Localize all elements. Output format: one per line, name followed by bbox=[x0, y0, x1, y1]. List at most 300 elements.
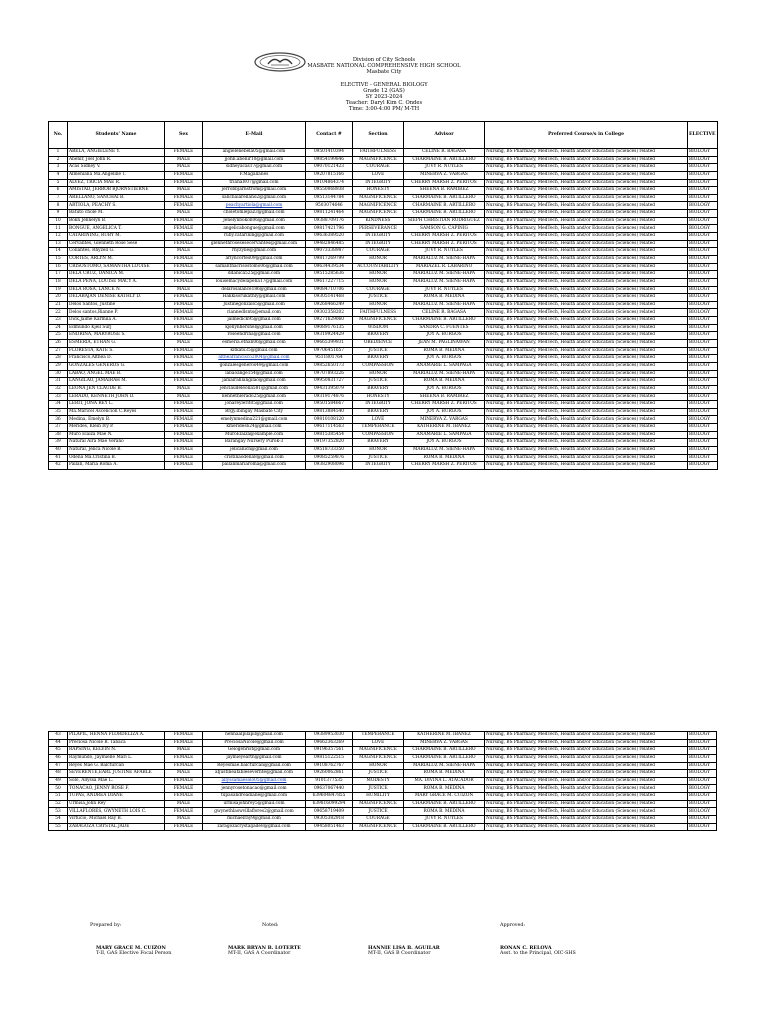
student-email: esmeria.ethan06@gmail.com bbox=[203, 340, 306, 348]
student-name: Natural Aira Mae Verano bbox=[68, 439, 165, 447]
elective-subject: BIOLOGY bbox=[688, 732, 717, 740]
elective-subject: BIOLOGY bbox=[688, 393, 718, 401]
student-number: 32 bbox=[49, 385, 68, 393]
student-email: roseendrina@gmail.com bbox=[203, 332, 306, 340]
col-header-name: Students' Name bbox=[68, 122, 165, 149]
student-email: urmisajohnrey5@gmail.com bbox=[203, 800, 306, 808]
table-row bbox=[49, 439, 718, 447]
student-section: JUSTICE bbox=[353, 454, 404, 462]
student-section: HONOR bbox=[353, 370, 404, 378]
table-row bbox=[49, 454, 718, 462]
preferred-course: Nursing, BS Pharmacy, MedTech, Health and/or Education (Sciences) related bbox=[485, 424, 688, 432]
student-section: KINDNESS bbox=[353, 217, 404, 225]
student-email: angielenebela05@gmail.com bbox=[203, 149, 306, 157]
division-name: Division of City Schools bbox=[352, 57, 416, 63]
student-advisor: ROMA B. MEDINA bbox=[404, 294, 485, 302]
student-contact: 9503074646 bbox=[306, 202, 353, 210]
elective-subject: BIOLOGY bbox=[688, 424, 718, 432]
table-row bbox=[49, 446, 718, 454]
student-sex: FEMALE bbox=[165, 217, 203, 225]
preferred-course: Nursing, BS Pharmacy, MedTech, Health and/or Education (Sciences) related bbox=[485, 233, 688, 241]
preferred-course: Nursing, BS Pharmacy, MedTech, Health and/or Education (Sciences) related bbox=[485, 217, 688, 225]
student-contact: 09070121423 bbox=[306, 164, 353, 172]
elective-subject: BIOLOGY bbox=[688, 233, 718, 241]
prepared-by-label: Prepared by: bbox=[90, 923, 122, 928]
student-section: BRAVERY bbox=[353, 408, 404, 416]
student-sex: FEMALE bbox=[165, 202, 203, 210]
preferred-course: Nursing, BS Pharmacy, MedTech, Health and/or Education (Sciences) related bbox=[485, 416, 688, 424]
elective-subject: BIOLOGY bbox=[688, 187, 718, 195]
student-sex: FEMALE bbox=[165, 732, 203, 740]
student-number: 7 bbox=[49, 194, 68, 202]
student-contact: 09458051463 bbox=[306, 823, 353, 831]
student-number: 27 bbox=[49, 347, 68, 355]
student-advisor: JOY A. BURGOS bbox=[404, 355, 485, 363]
student-section: JUSTICE bbox=[353, 808, 404, 816]
student-sex: MALE bbox=[165, 747, 203, 755]
preferred-course: Nursing, BS Pharmacy, MedTech, Health and/or Education (Sciences) related bbox=[485, 171, 688, 179]
student-number: 33 bbox=[49, 393, 68, 401]
col-header-sex: Sex bbox=[165, 122, 203, 149]
student-name: Bokn Jennelyn B. bbox=[68, 217, 165, 225]
student-email: jamairahlangilao@gmail.com bbox=[203, 378, 306, 386]
student-number: 13 bbox=[49, 240, 68, 248]
student-sex: FEMALE bbox=[165, 378, 203, 386]
student-advisor: SIEPH CHRISTIAN RODRIGUEZ bbox=[404, 217, 485, 225]
student-advisor: SHEENA B. RAMIREZ bbox=[404, 187, 485, 195]
student-number: 18 bbox=[49, 278, 68, 286]
student-section: COMPASSION bbox=[353, 431, 404, 439]
student-sex: FEMALE bbox=[165, 362, 203, 370]
student-sex: FEMALE bbox=[165, 194, 203, 202]
student-sex: FEMALE bbox=[165, 255, 203, 263]
elective-subject: BIOLOGY bbox=[688, 362, 718, 370]
teacher-name: Teacher: Daryl Kim C. Ondes bbox=[345, 100, 423, 106]
student-sex: FEMALE bbox=[165, 347, 203, 355]
student-contact: 09634439534 bbox=[306, 263, 353, 271]
student-contact: 09658719409 bbox=[306, 808, 353, 816]
elective-subject: BIOLOGY bbox=[688, 332, 718, 340]
student-advisor: CHARMAINE B. ARTILLERO bbox=[404, 747, 485, 755]
student-name: LERIT, JONA REY L. bbox=[68, 401, 165, 409]
preferred-course: Nursing, BS Pharmacy, MedTech, Health and/or Education (Sciences) related bbox=[485, 271, 688, 279]
preferred-course: Nursing, BS Pharmacy, MedTech, Health and/or Education (Sciences) related bbox=[485, 754, 688, 762]
student-number: 39 bbox=[49, 439, 68, 447]
elective-subject: BIOLOGY bbox=[688, 240, 718, 248]
table-row bbox=[49, 816, 717, 824]
signatory-name: MARK BRYAN B. LOTERTE bbox=[228, 945, 301, 951]
student-sex: MALE bbox=[165, 156, 203, 164]
student-number: 6 bbox=[49, 187, 68, 195]
student-name: LERADO, KENNETH JOHN D. bbox=[68, 393, 165, 401]
student-section: ACCOUNTABILITY bbox=[353, 263, 404, 271]
student-contact: 09811241464 bbox=[306, 210, 353, 218]
student-section: HONOR bbox=[353, 301, 404, 309]
student-number: 22 bbox=[49, 309, 68, 317]
student-advisor: MARIALUZ M. SIENE-HAPA bbox=[404, 278, 485, 286]
student-name: Abenir, Joel John R. bbox=[68, 156, 165, 164]
student-name: DELA CRUZ, DANICA M. bbox=[68, 271, 165, 279]
student-name: ZARAGOZA CRYSTAL JADE bbox=[68, 823, 165, 831]
student-name: BONGUE, ANGELICA T. bbox=[68, 225, 165, 233]
student-number: 15 bbox=[49, 255, 68, 263]
table-row bbox=[49, 317, 718, 325]
student-contact: 09815122515 bbox=[306, 754, 353, 762]
student-email: labaoange154@gmail.com bbox=[203, 370, 306, 378]
student-roster-table-continued bbox=[48, 731, 717, 831]
student-number: 50 bbox=[49, 785, 68, 793]
school-year: SY 2023-2024 bbox=[365, 94, 403, 100]
student-number: 35 bbox=[49, 408, 68, 416]
student-number: 54 bbox=[49, 816, 68, 824]
student-email: gonzalesgeneros49@gmail.com bbox=[203, 362, 306, 370]
table-row bbox=[49, 362, 718, 370]
preferred-course: Nursing, BS Pharmacy, MedTech, Health and/or Education (Sciences) related bbox=[485, 393, 688, 401]
elective-subject: BIOLOGY bbox=[688, 370, 718, 378]
student-sex: FEMALE bbox=[165, 777, 203, 785]
student-number: 12 bbox=[49, 233, 68, 241]
student-contact: 09196357561 bbox=[306, 747, 353, 755]
school-city: Masbate City bbox=[366, 69, 402, 75]
student-number: 11 bbox=[49, 225, 68, 233]
elective-subject: BIOLOGY bbox=[688, 340, 718, 348]
student-advisor: MINERVA Z. VARGAS bbox=[404, 171, 485, 179]
table-row bbox=[49, 800, 717, 808]
col-header-course: Preferred Course/s in College bbox=[485, 122, 688, 149]
preferred-course: Nursing, BS Pharmacy, MedTech, Health and/or Education (Sciences) related bbox=[485, 446, 688, 454]
student-section: HONOR bbox=[353, 446, 404, 454]
elective-subject: BIOLOGY bbox=[688, 785, 717, 793]
signatory-3 bbox=[368, 945, 440, 957]
elective-subject: BIOLOGY bbox=[688, 255, 718, 263]
student-sex: FEMALE bbox=[165, 462, 203, 470]
student-sex: FEMALE bbox=[165, 416, 203, 424]
preferred-course: Nursing, BS Pharmacy, MedTech, Health and/or Education (Sciences) related bbox=[485, 785, 688, 793]
elective-subject: BIOLOGY bbox=[688, 754, 717, 762]
student-number: 25 bbox=[49, 332, 68, 340]
preferred-course: Nursing, BS Pharmacy, MedTech, Health and/or Education (Sciences) related bbox=[485, 823, 688, 831]
student-section: MAGNIFICENCE bbox=[353, 210, 404, 218]
student-email: F.Magallanes bbox=[203, 171, 306, 179]
student-advisor: CHERRY MARSH Z. PERITOS bbox=[404, 401, 485, 409]
table-row bbox=[49, 210, 718, 218]
email-link[interactable]: allyssamaesolo05@gmail.com bbox=[221, 777, 287, 783]
student-number: 48 bbox=[49, 770, 68, 778]
student-sex: FEMALE bbox=[165, 401, 203, 409]
student-section: INTEGRITY bbox=[353, 462, 404, 470]
student-name: GONZALES GENEROS G. bbox=[68, 362, 165, 370]
table-row bbox=[49, 431, 718, 439]
elective-subject: BIOLOGY bbox=[688, 271, 718, 279]
preferred-course: Nursing, BS Pharmacy, MedTech, Health and/or Education (Sciences) related bbox=[485, 378, 688, 386]
student-advisor: CHARMAINE B. ARTILLERO bbox=[404, 156, 485, 164]
student-email: jennyrosetonacao@gmail.com bbox=[203, 785, 306, 793]
student-contact: 9101377535 bbox=[306, 777, 353, 785]
student-contact: 09431395079 bbox=[306, 385, 353, 393]
preferred-course: Nursing, BS Pharmacy, MedTech, Health and/or Education (Sciences) related bbox=[485, 225, 688, 233]
preferred-course: Nursing, BS Pharmacy, MedTech, Health and/or Education (Sciences) related bbox=[485, 309, 688, 317]
table-row bbox=[49, 408, 718, 416]
student-contact: 09271629060 bbox=[306, 317, 353, 325]
student-contact: 09810108120 bbox=[306, 416, 353, 424]
student-advisor: CHERRY MARSH Z. PERITOS bbox=[404, 179, 485, 187]
student-name: LEONA JEN CLAUDE B. bbox=[68, 385, 165, 393]
student-name: DELA PEÑA, LOUISE MACY A. bbox=[68, 278, 165, 286]
student-email: sanchaiarellano2@gmail.com bbox=[203, 194, 306, 202]
student-section: HONOR bbox=[353, 255, 404, 263]
elective-subject: BIOLOGY bbox=[688, 309, 718, 317]
table-row bbox=[49, 754, 717, 762]
elective-subject: BIOLOGY bbox=[688, 416, 718, 424]
student-sex: FEMALE bbox=[165, 355, 203, 363]
student-sex: MALE bbox=[165, 248, 203, 256]
student-section: HONESTY bbox=[353, 187, 404, 195]
student-sex: FEMALE bbox=[165, 370, 203, 378]
student-contact: 09197352820 bbox=[306, 439, 353, 447]
elective-subject: BIOLOGY bbox=[688, 777, 717, 785]
student-advisor: JUVY R. NUYLES bbox=[404, 164, 485, 172]
student-email: Barangay Nursery Purok-3 bbox=[203, 439, 306, 447]
student-advisor: CHARMAINE B. ARTILLERO bbox=[404, 210, 485, 218]
student-number: 21 bbox=[49, 301, 68, 309]
student-contact: 09515285636 bbox=[306, 271, 353, 279]
student-number: 43 bbox=[49, 732, 68, 740]
preferred-course: Nursing, BS Pharmacy, MedTech, Health and/or Education (Sciences) related bbox=[485, 732, 688, 740]
preferred-course: Nursing, BS Pharmacy, MedTech, Health and/or Education (Sciences) related bbox=[485, 439, 688, 447]
student-sex: FEMALE bbox=[165, 301, 203, 309]
preferred-course: Nursing, BS Pharmacy, MedTech, Health and/or Education (Sciences) related bbox=[485, 362, 688, 370]
student-sex: MALE bbox=[165, 385, 203, 393]
student-number: 23 bbox=[49, 317, 68, 325]
student-name: Odena Ma.Cristina B. bbox=[68, 454, 165, 462]
student-email: cristinaodena8@gmail.com bbox=[203, 454, 306, 462]
student-sex: FEMALE bbox=[165, 446, 203, 454]
elective-subject: BIOLOGY bbox=[688, 225, 718, 233]
student-name: ENDRINA, MARYROSE S. bbox=[68, 332, 165, 340]
student-number: 36 bbox=[49, 416, 68, 424]
student-sex: FEMALE bbox=[165, 454, 203, 462]
student-email: hennaalpilapil@gmail.com bbox=[203, 732, 306, 740]
student-advisor: CHARMAINE B. ARTILLERO bbox=[404, 202, 485, 210]
preferred-course: Nursing, BS Pharmacy, MedTech, Health and/or Education (Sciences) related bbox=[485, 187, 688, 195]
student-advisor: ROMA B. MEDINA bbox=[404, 347, 485, 355]
table-row bbox=[49, 179, 718, 187]
col-header-advisor: Advisor bbox=[404, 122, 485, 149]
student-name: ESMERIA, ETHAN G. bbox=[68, 340, 165, 348]
preferred-course: Nursing, BS Pharmacy, MedTech, Health and/or Education (Sciences) related bbox=[485, 301, 688, 309]
student-number: 52 bbox=[49, 800, 68, 808]
student-sex: FEMALE bbox=[165, 294, 203, 302]
student-email: sidneyacas17@gmail.com bbox=[203, 164, 306, 172]
elective-subject: BIOLOGY bbox=[688, 194, 718, 202]
student-email bbox=[203, 777, 306, 785]
student-sex: MALE bbox=[165, 340, 203, 348]
student-section: OBEDIENCE bbox=[353, 340, 404, 348]
student-section: TEMPERANCE bbox=[353, 424, 404, 432]
student-advisor: ANAMARIE L. SAMPAGA bbox=[404, 431, 485, 439]
student-sex: MALE bbox=[165, 800, 203, 808]
elective-subject: BIOLOGY bbox=[688, 770, 717, 778]
student-section: MAGNIFICENCE bbox=[353, 194, 404, 202]
student-name: Francisco,Althea D. bbox=[68, 355, 165, 363]
preferred-course: Nursing, BS Pharmacy, MedTech, Health and/or Education (Sciences) related bbox=[485, 332, 688, 340]
student-contact: 09305141468 bbox=[306, 294, 353, 302]
col-header-contact: Contact # bbox=[306, 122, 353, 149]
student-email: Reyesmae.balcturcan@gmail.com bbox=[203, 762, 306, 770]
student-contact: 09084710706 bbox=[306, 286, 353, 294]
signatory-4 bbox=[500, 945, 576, 957]
student-email: Jenelynbokon06@gmail.com bbox=[203, 217, 306, 225]
student-sex: MALE bbox=[165, 286, 203, 294]
student-advisor: SAMSON G. CAPINIG bbox=[404, 225, 485, 233]
student-advisor: CHARMAINE B. ARTILLERO bbox=[404, 754, 485, 762]
table-row bbox=[49, 823, 717, 831]
col-header-elective: ELECTIVE bbox=[688, 122, 718, 149]
student-contact: 09637067440 bbox=[306, 785, 353, 793]
student-email bbox=[203, 202, 306, 210]
student-section: MAGNIFICENCE bbox=[353, 747, 404, 755]
student-contact: 09501410394 bbox=[306, 149, 353, 157]
student-sex: MALE bbox=[165, 816, 203, 824]
elective-subject: BIOLOGY bbox=[688, 454, 718, 462]
preferred-course: Nursing, BS Pharmacy, MedTech, Health and/or Education (Sciences) related bbox=[485, 355, 688, 363]
student-sex: FEMALE bbox=[165, 179, 203, 187]
table-row bbox=[49, 263, 718, 271]
student-sex: FEMALE bbox=[165, 271, 203, 279]
student-section: COURAGE bbox=[353, 164, 404, 172]
student-number: 45 bbox=[49, 747, 68, 755]
student-number: 51 bbox=[49, 793, 68, 801]
student-email: riannedlsnts@email.com bbox=[203, 309, 306, 317]
table-row bbox=[49, 187, 718, 195]
student-advisor: ROMA B. MEDINA bbox=[404, 770, 485, 778]
student-name: PILAPIL, HENNA FLORDELIZA A. bbox=[68, 732, 165, 740]
student-name: Preciosa Nicole B. Tabaca bbox=[68, 739, 165, 747]
student-sex: FEMALE bbox=[165, 324, 203, 332]
table-row bbox=[49, 294, 718, 302]
table-row bbox=[49, 301, 718, 309]
table-row bbox=[49, 248, 718, 256]
student-sex: FEMALE bbox=[165, 439, 203, 447]
student-advisor: JOY A. BURGOS bbox=[404, 385, 485, 393]
student-number: 4 bbox=[49, 171, 68, 179]
student-name: Natural, Jelica Nicole B. bbox=[68, 446, 165, 454]
signatory-name: MARY GRACE M. CUIZON bbox=[96, 945, 166, 951]
signatory-name: RONAN C. RELOVA bbox=[500, 945, 552, 951]
student-advisor: KATHERINE M. IBAÑEZ bbox=[404, 732, 485, 740]
elective-subject: BIOLOGY bbox=[688, 171, 718, 179]
elective-subject: BIOLOGY bbox=[688, 156, 718, 164]
preferred-course: Nursing, BS Pharmacy, MedTech, Health and/or Education (Sciences) related bbox=[485, 762, 688, 770]
school-name: MASBATE NATIONAL COMPREHENSIVE HIGH SCHOOL bbox=[307, 63, 461, 69]
student-section: JUSTICE bbox=[353, 294, 404, 302]
student-advisor: CELINE R. BAGASA bbox=[404, 149, 485, 157]
student-email: pallanmariaroma@gmail.com bbox=[203, 462, 306, 470]
table-row bbox=[49, 355, 718, 363]
student-sex: FEMALE bbox=[165, 424, 203, 432]
elective-subject: BIOLOGY bbox=[688, 446, 718, 454]
student-section: HUMILITY bbox=[353, 793, 404, 801]
student-name: Acas Sidney V. bbox=[68, 164, 165, 172]
table-row bbox=[49, 770, 717, 778]
table-row bbox=[49, 378, 718, 386]
student-section: LOVE bbox=[353, 739, 404, 747]
table-row bbox=[49, 762, 717, 770]
signatory-role: T-II, GAS Elective Focal Person bbox=[96, 951, 172, 956]
table-row bbox=[49, 255, 718, 263]
student-sex: MALE bbox=[165, 770, 203, 778]
student-name: FLORESTA, KATE S. bbox=[68, 347, 165, 355]
student-name: Edmundo Kjell Surj bbox=[68, 324, 165, 332]
student-sex: FEMALE bbox=[165, 263, 203, 271]
table-row bbox=[49, 347, 718, 355]
student-number: 28 bbox=[49, 355, 68, 363]
student-name: Pallan, Maria Roma A. bbox=[68, 462, 165, 470]
student-email: rhyzylle@gmail.com bbox=[203, 248, 306, 256]
student-section: MODESTY bbox=[353, 777, 404, 785]
student-name: ARTIOLA, PEACHY S. bbox=[68, 202, 165, 210]
student-number: 42 bbox=[49, 462, 68, 470]
student-contact: 639604847855 bbox=[306, 793, 353, 801]
student-number: 41 bbox=[49, 454, 68, 462]
student-advisor: JEAN M. PAGLINAWAN bbox=[404, 340, 485, 348]
student-name: Almeniana Ma.Angeline T. bbox=[68, 171, 165, 179]
student-name: Delos santos,Rianne P. bbox=[68, 309, 165, 317]
student-section: MAGNIFICENCE bbox=[353, 823, 404, 831]
student-name: ARELLANO, SANCHAI B. bbox=[68, 194, 165, 202]
elective-subject: BIOLOGY bbox=[688, 762, 717, 770]
preferred-course: Nursing, BS Pharmacy, MedTech, Health and/or Education (Sciences) related bbox=[485, 317, 688, 325]
student-name: Cervantes, Glenneth Rose Sese bbox=[68, 240, 165, 248]
student-number: 14 bbox=[49, 248, 68, 256]
email-link[interactable]: peachyartiola@gmail.com bbox=[225, 202, 283, 208]
student-sex: FEMALE bbox=[165, 823, 203, 831]
preferred-course: Nursing, BS Pharmacy, MedTech, Health and/or Education (Sciences) related bbox=[485, 408, 688, 416]
student-contact: 09513144784 bbox=[306, 194, 353, 202]
elective-subject: BIOLOGY bbox=[688, 747, 717, 755]
student-sex: FEMALE bbox=[165, 431, 203, 439]
student-number: 9 bbox=[49, 210, 68, 218]
student-email bbox=[203, 355, 306, 363]
student-advisor: CELINE R. BAGASA bbox=[404, 309, 485, 317]
approved-label: Approved: bbox=[500, 923, 526, 928]
student-email: samanthacrisostomo06@gmail.com bbox=[203, 263, 306, 271]
table-row bbox=[49, 401, 718, 409]
preferred-course: Nursing, BS Pharmacy, MedTech, Health and/or Education (Sciences) related bbox=[485, 286, 688, 294]
student-number: 53 bbox=[49, 808, 68, 816]
preferred-course: Nursing, BS Pharmacy, MedTech, Health and/or Education (Sciences) related bbox=[485, 278, 688, 286]
col-header-no: No. bbox=[49, 122, 68, 149]
student-advisor: ROMA B. MEDINA bbox=[404, 808, 485, 816]
student-advisor: ROMA B. MEDINA bbox=[404, 378, 485, 386]
student-sex: FEMALE bbox=[165, 149, 203, 157]
student-sex: FEMALE bbox=[165, 317, 203, 325]
student-section: JUSTICE bbox=[353, 785, 404, 793]
preferred-course: Nursing, BS Pharmacy, MedTech, Health and/or Education (Sciences) related bbox=[485, 747, 688, 755]
student-email: kmerides624@gmail.com bbox=[203, 424, 306, 432]
preferred-course: Nursing, BS Pharmacy, MedTech, Health and/or Education (Sciences) related bbox=[485, 793, 688, 801]
preferred-course: Nursing, BS Pharmacy, MedTech, Health and/or Education (Sciences) related bbox=[485, 202, 688, 210]
student-name: Urmisa,John Rey bbox=[68, 800, 165, 808]
student-section: COURAGE bbox=[353, 286, 404, 294]
email-link[interactable]: altheafrancisco2004@gmail.com bbox=[218, 355, 290, 361]
table-row bbox=[49, 739, 717, 747]
student-number: 40 bbox=[49, 446, 68, 454]
student-section: LOVE bbox=[353, 416, 404, 424]
student-number: 55 bbox=[49, 823, 68, 831]
preferred-course: Nursing, BS Pharmacy, MedTech, Health and/or Education (Sciences) related bbox=[485, 210, 688, 218]
student-advisor: MARIAZEL R. LABARIÑO bbox=[404, 263, 485, 271]
